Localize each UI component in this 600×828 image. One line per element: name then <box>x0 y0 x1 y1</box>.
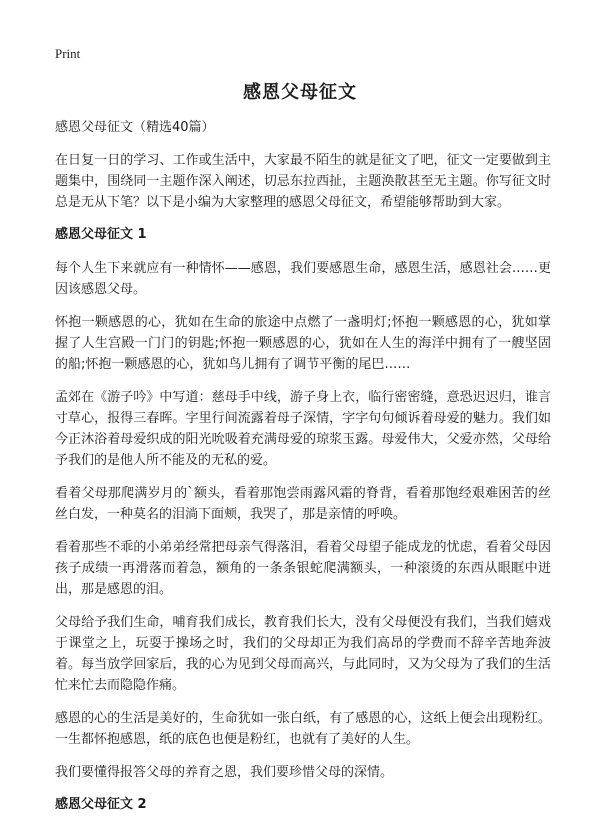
section-1-paragraph-7: 感恩的心的生活是美好的，生命犹如一张白纸，有了感恩的心，这纸上便会出现粉红。一生都怀抱感恩，纸的底色也便是粉红，也就有了美好的人生。 <box>55 711 551 747</box>
section-1-paragraph-3: 孟郊在《游子吟》中写道：慈母手中线，游子身上衣，临行密密缝，意恐迟迟归，谁言寸草心，报得三春晖。字里行间流露着母子深情，字字句句倾诉着母爱的魅力。我们如今正沐浴着母爱织成的阳光吮吸着充满母爱的琼浆玉露。母爱伟大，父爱亦然，父母给予我们的是他人所不能及的无私的爱。 <box>55 390 551 468</box>
document-subtitle: 感恩父母征文（精选40篇） <box>55 120 215 135</box>
section-1-paragraph-2: 怀抱一颗感恩的心，犹如在生命的旅途中点燃了一盏明灯;怀抱一颗感恩的心，犹如掌握了人生宫殿一门门的钥匙;怀抱一颗感恩的心，犹如在人生的海洋中拥有了一艘坚固的船;怀抱一颗感恩的心，犹如鸟儿拥有了调节平衡的尾巴…… <box>55 315 551 372</box>
document-body <box>55 118 551 828</box>
section-1-paragraph-1: 每个人生下来就应有一种情怀——感恩，我们要感恩生命，感恩生活，感恩社会……更因该感恩父母。 <box>55 261 551 297</box>
section-1-paragraph-5: 看着那些不乖的小弟弟经常把母亲气得落泪，看着父母望子能成龙的忧虑，看着父母因孩子成绩一再滑落而着急，额角的一条条银蛇爬满额头，一种滚烫的东西从眼眶中迸出，那是感恩的泪。 <box>55 540 551 597</box>
intro-paragraph: 在日复一日的学习、工作或生活中，大家最不陌生的就是征文了吧，征文一定要做到主题集中，围绕同一主题作深入阐述，切忌东拉西扯，主题涣散甚至无主题。你写征文时总是无从下笔？以下是小编为大家整理的感恩父母征文，希望能够帮助到大家。 <box>55 153 551 210</box>
section-heading-2: 感恩父母征文 2 <box>55 797 147 812</box>
document-title: 感恩父母征文 <box>243 82 357 103</box>
section-1-paragraph-4: 看着父母那爬满岁月的`额头，看着那饱尝雨露风霜的脊背，看着那饱经艰难困苦的丝丝白发，一种莫名的泪淌下面颊，我哭了，那是亲情的呼唤。 <box>55 486 551 522</box>
print-link[interactable]: Print <box>55 46 81 61</box>
section-heading-1: 感恩父母征文 1 <box>55 227 147 242</box>
section-1-paragraph-6: 父母给予我们生命，哺育我们成长，教育我们长大，没有父母便没有我们，当我们嬉戏于课堂之上，玩耍于操场之时，我们的父母却正为我们高昂的学费而不辞辛苦地奔波着。每当放学回家后，我的心为见到父母而高兴，与此同时，又为父母为了我们的生活忙来忙去而隐隐作痛。 <box>55 615 551 693</box>
section-1-paragraph-8: 我们要懂得报答父母的养育之恩，我们要珍惜父母的深情。 <box>55 765 394 780</box>
